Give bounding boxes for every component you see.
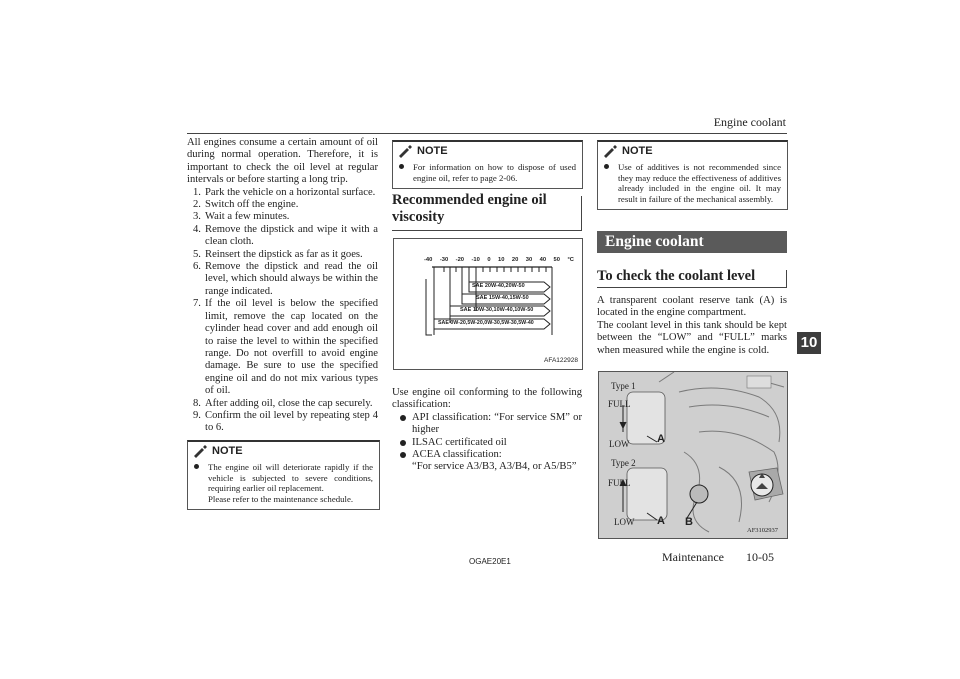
section-rule (597, 287, 787, 288)
middle-text (392, 387, 582, 474)
figure-code: AF3102937 (747, 527, 779, 534)
paragraph: A transparent coolant reserve tank (A) is located in the engine compartment. (597, 295, 787, 319)
tick-label: -20 (455, 257, 465, 263)
classification-list (392, 412, 582, 474)
tick-label: -10 (471, 257, 480, 263)
note-pen-icon (602, 144, 618, 158)
tank-a-label: A (657, 433, 665, 445)
tick-label: 40 (539, 257, 547, 263)
left-column (187, 137, 378, 435)
grade-label: SAE 0W-20,5W-20,0W-30,5W-30,5W-40 (438, 320, 534, 326)
tick-label: 20 (511, 257, 519, 263)
tick-label: -30 (439, 257, 449, 263)
tick-label: 30 (525, 257, 533, 263)
section-rule (392, 230, 582, 231)
note-text: For information on how to dispose of used engine oil, refer to page 2-06. (413, 162, 576, 183)
note-label: NOTE (622, 145, 653, 157)
type2-label: Type 2 (611, 458, 636, 468)
note-body (393, 160, 582, 188)
low-label: LOW (614, 517, 635, 527)
running-header: Engine coolant (713, 115, 786, 129)
note-header (393, 142, 582, 160)
note-body (188, 460, 379, 509)
note-text-2: Please refer to the maintenance schedule. (208, 493, 354, 504)
coolant-tank-figure (598, 371, 788, 539)
steps-list (187, 187, 378, 435)
note-header (598, 142, 787, 160)
note-pen-icon (192, 444, 208, 458)
tick-label: °C (567, 257, 574, 263)
list-item: 8. After adding oil, close the cap securely. (193, 397, 373, 409)
bullet-icon (400, 452, 406, 458)
paragraph: The coolant level in this tank should be kept between the “LOW” and “FULL” marks when measured while the engine is cold. (597, 319, 787, 356)
list-item: 6. Remove the dipstick and read the oil level, which should always be within the range indicated. (193, 261, 378, 297)
note-text: The engine oil will deteriorate rapidly if the vehicle is subjected to severe conditions, requiring earlier oil replacement. (208, 462, 373, 494)
type1-label: Type 1 (611, 381, 636, 391)
note-box-oil (187, 440, 380, 510)
document-code: OGAE20E1 (469, 557, 511, 566)
note-pen-icon (397, 144, 413, 158)
note-label: NOTE (417, 145, 448, 157)
section-title-coolant: To check the coolant level (597, 268, 756, 284)
bullet-icon (399, 164, 404, 169)
list-item: 1. Park the vehicle on a horizontal surface. (193, 186, 376, 198)
full-label: FULL (608, 399, 631, 409)
acea-detail: “For service A3/B3, A3/B4, or A5/B5” (412, 461, 577, 473)
note-box-additives (597, 140, 788, 210)
intro-paragraph: All engines consume a certain amount of oil during normal operation. Therefore, it is important to check the oil level at regular intervals or before starting a long trip. (187, 137, 378, 186)
list-item: 3. Wait a few minutes. (193, 211, 290, 223)
chapter-title-bar: Engine coolant (597, 231, 787, 253)
tank-a-label: A (657, 515, 665, 527)
note-header (188, 442, 379, 460)
list-item: 2. Switch off the engine. (193, 199, 299, 211)
page-number: 10-05 (746, 550, 774, 564)
full-label: FULL (608, 478, 631, 488)
temperature-scale (424, 257, 574, 263)
engine-compartment-illustration (599, 372, 787, 538)
viscosity-chart (393, 238, 583, 370)
low-label: LOW (609, 439, 630, 449)
grade-label: SAE 20W-40,20W-50 (472, 283, 525, 289)
section-rule-vertical (786, 270, 787, 288)
chapter-tab: 10 (797, 332, 821, 354)
header-rule (187, 133, 787, 134)
grade-label: SAE 15W-40,15W-50 (476, 295, 529, 301)
list-item: API classification: “For service SM” or higher (392, 412, 582, 437)
note-label: NOTE (212, 445, 243, 457)
note-body (598, 160, 787, 209)
footer-section: Maintenance (662, 550, 724, 564)
section-title-viscosity: Recommended engine oil viscosity (392, 192, 547, 225)
tick-label: 50 (553, 257, 560, 263)
tick-label: -40 (424, 257, 433, 263)
section-rule-vertical (581, 196, 582, 231)
bullet-icon (604, 164, 609, 169)
bullet-icon (400, 415, 406, 421)
list-item: ACEA classification: “For service A3/B3, A3/B4, or A5/B5” (392, 449, 582, 474)
figure-code: AFA122928 (544, 357, 578, 364)
grade-label: SAE 10W-30,10W-40,10W-50 (460, 307, 534, 313)
bullet-icon (194, 464, 199, 469)
note-text: Use of additives is not recommended since they may reduce the effectiveness of additives already included in the engine oil. It may result in failure of the mechanical assembly. (618, 162, 781, 204)
tick-label: 0 (487, 257, 491, 263)
list-item: ILSAC certificated oil (392, 437, 582, 449)
bullet-icon (400, 440, 406, 446)
note-box-dispose (392, 140, 583, 189)
list-item: 4. Remove the dipstick and wipe it with a clean cloth. (193, 223, 378, 248)
list-item: 9. Confirm the oil level by repeating step 4 to 6. (193, 409, 378, 434)
classification-intro: Use engine oil conforming to the following classification: (392, 387, 582, 411)
cap-b-label: B (685, 516, 693, 528)
list-item: 5. Reinsert the dipstick as far as it goes. (193, 248, 363, 260)
coolant-text (597, 295, 787, 357)
tick-label: 10 (497, 257, 505, 263)
list-item: 7. If the oil level is below the specified limit, remove the cap located on the cylinder head cover and add enough oil to raise the level to within the specified range. Do not overfill to avoid engine damage. Be sure to use the specified engine oil and do not mix various types of oil. (193, 298, 378, 397)
